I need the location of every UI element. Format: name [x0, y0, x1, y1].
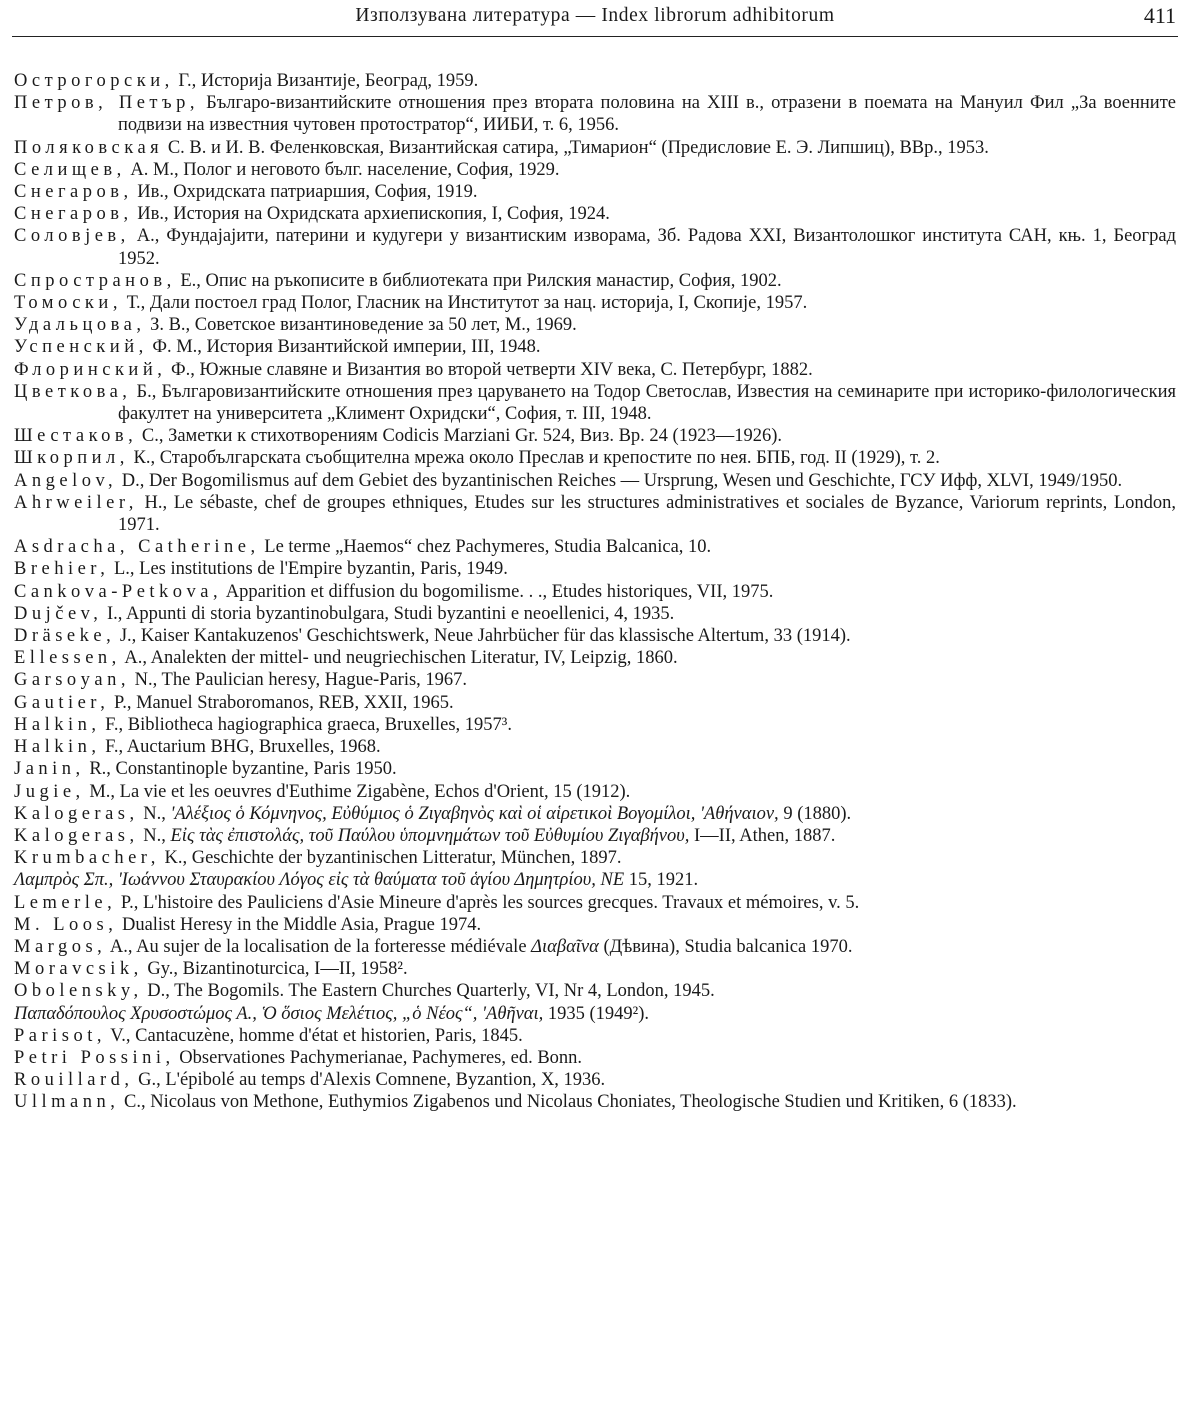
- entry-text: A., Au sujer de la localisation de la forteresse médiévale: [106, 936, 532, 957]
- entry-author: Obolensky,: [14, 981, 143, 1002]
- entry-text: N.,: [138, 825, 171, 846]
- bibliography-entry: [14, 714, 1176, 736]
- entry-text: F., Auctarium BHG, Bruxelles, 1968.: [100, 737, 381, 758]
- entry-author: Снегаров,: [14, 204, 133, 225]
- entry-text: Т., Дали постоел град Полог, Гласник на Институтот за нац. историја, I, Скопије, 1957.: [121, 293, 808, 314]
- entry-text: A., Analekten der mittel- und neugriechischen Literatur, IV, Leipzig, 1860.: [120, 648, 678, 669]
- entry-text: P., Manuel Straboromanos, REB, XXII, 1965.: [109, 692, 454, 713]
- entry-text-tail: 9 (1880).: [778, 803, 852, 824]
- entry-author: Kalogeras,: [14, 825, 139, 846]
- bibliography-entry: [14, 669, 1176, 691]
- entry-author: Janin,: [14, 759, 85, 780]
- running-header: [12, 2, 1178, 37]
- entry-author: Petri Possini,: [14, 1047, 175, 1068]
- entry-author: Asdracha, Catherine,: [14, 537, 260, 558]
- entry-text: А. М., Полог и неговото бълг. население, София, 1929.: [125, 159, 560, 180]
- entry-author: Петров, Петър,: [14, 93, 199, 114]
- entry-author: Цветкова,: [14, 381, 132, 402]
- entry-author: Halkin,: [14, 737, 101, 758]
- entry-author: Ullmann,: [14, 1092, 120, 1113]
- bibliography-entry: [14, 536, 1176, 558]
- entry-text: P., L'histoire des Pauliciens d'Asie Mineure d'après les sources grecques. Travaux et mémoires, v. 5.: [116, 892, 860, 913]
- entry-text: K., Geschichte der byzantinischen Litteratur, München, 1897.: [159, 848, 622, 869]
- entry-author: Соловјев,: [14, 226, 130, 247]
- bibliography-entry: [14, 1091, 1176, 1113]
- entry-author: Шестаков,: [14, 426, 138, 447]
- entry-text: Ив., Охридската патриаршия, София, 1919.: [132, 182, 478, 203]
- entry-text: D., Der Bogomilismus auf dem Gebiet des byzantinischen Reiches — Ursprung, Wesen und Geschichte, ГСУ Ифф, XLVI, 1949/1950.: [117, 470, 1123, 491]
- entry-author: Moravcsik,: [14, 959, 143, 980]
- bibliography-entry: [14, 980, 1176, 1002]
- entry-text: А., Фундајајити, патерини и кудугери у византиским изворама, Зб. Радова XXI, Византолошког института САН, књ. 1, Београд 1952.: [118, 226, 1176, 269]
- bibliography-entry: [14, 492, 1176, 536]
- entry-text: Observationes Pachymerianae, Pachymeres, ed. Bonn.: [174, 1047, 583, 1068]
- entry-text: Б., Българовизантийските отношения през царуването на Тодор Светослав, Известия на семинарите при историко-филологическия факултет на университета „Климент Охридски“, София, т. III, 1948.: [118, 381, 1176, 425]
- bibliography-entry: [14, 558, 1176, 580]
- entry-text: Е., Опис на ръкописите в библиотеката при Рилския манастир, София, 1902.: [175, 270, 782, 291]
- entry-text: G., L'épibolé au temps d'Alexis Comnene, Byzantion, X, 1936.: [133, 1070, 606, 1091]
- bibliography-entry: [14, 470, 1176, 492]
- entry-text-tail: I—II, Athen, 1887.: [689, 825, 836, 846]
- entry-text: F., Bibliotheca hagiographica graeca, Bruxelles, 1957³.: [100, 714, 512, 735]
- bibliography-entry: [14, 825, 1176, 847]
- entry-greek-title: Λαμπρὸς Σπ., 'Ιωάννου Σταυρακίου Λόγος εἰς τὰ θαύματα τοῦ ἁγίου Δημητρίου, ΝΕ: [14, 870, 625, 891]
- entry-text: Българо-византийските отношения през втората половина на XIII в., отразени в поемата на Мануил Фил „За военните подвизи на известния чутовен протостратор“, ИИБИ, т. 6, 1956.: [118, 93, 1176, 136]
- bibliography-entry: [14, 692, 1176, 714]
- bibliography-entry: [14, 336, 1176, 358]
- page-number: 411: [1143, 3, 1176, 28]
- entry-text: J., Kaiser Kantakuzenos' Geschichtswerk, Neue Jahrbücher für das klassische Altertum, 33 (1914).: [115, 626, 851, 647]
- entry-author: Jugie,: [14, 781, 85, 802]
- entry-text: L., Les institutions de l'Empire byzantin, Paris, 1949.: [109, 559, 508, 580]
- entry-text: D., The Bogomils. The Eastern Churches Quarterly, VI, Nr 4, London, 1945.: [142, 981, 715, 1002]
- bibliography-entry: [14, 803, 1176, 825]
- bibliography-entry: [14, 847, 1176, 869]
- bibliography-entry: [14, 1003, 1176, 1025]
- bibliography-entry: [14, 936, 1176, 958]
- entry-text: Ф., Южные славяне и Византия во второй четверти XIV века, С. Петербург, 1882.: [166, 359, 813, 380]
- bibliography-entry: [14, 1069, 1176, 1091]
- bibliography-entry: [14, 647, 1176, 669]
- entry-text: К., Старобългарската съобщителна мрежа около Преслав и крепостите по нея. БПБ, год. II (1929), т. 2.: [128, 448, 940, 469]
- entry-author: Ahrweiler,: [14, 492, 138, 513]
- bibliography-entry: [14, 869, 1176, 891]
- entry-author: Rouillard,: [14, 1070, 134, 1091]
- entry-greek-title: Εἰς τὰς ἐπιστολάς, τοῦ Παύλου ὑπομνημάτων τοῦ Εὐθυμίου Ζιγαβήνου,: [170, 825, 690, 846]
- entry-author: Gautier,: [14, 692, 110, 713]
- entry-text: V., Cantacuzène, homme d'état et historien, Paris, 1845.: [106, 1025, 523, 1046]
- bibliography-entry: [14, 1025, 1176, 1047]
- entry-text: Г., Историја Византије, Београд, 1959.: [173, 71, 479, 91]
- bibliography-entry: [14, 447, 1176, 469]
- entry-author: Ellessen,: [14, 648, 121, 669]
- entry-author: Kalogeras,: [14, 803, 139, 824]
- bibliography-entry: [14, 292, 1176, 314]
- entry-text: N., The Paulician heresy, Hague-Paris, 1967.: [130, 670, 468, 691]
- entry-text: Ив., История на Охридската архиепископия, I, София, 1924.: [132, 204, 610, 225]
- entry-text: С., Заметки к стихотворениям Codicis Marziani Gr. 524, Виз. Вр. 24 (1923—1926).: [137, 426, 782, 447]
- entry-text: Dualist Heresy in the Middle Asia, Prague 1974.: [117, 914, 482, 935]
- bibliography-entry: [14, 781, 1176, 803]
- bibliography-entry: [14, 581, 1176, 603]
- entry-greek-title: Παπαδόπουλος Χρυσοστώμος Α., Ὁ ὅσιος Μελέτιος, „ὁ Νέος“, 'Αθῆναι,: [14, 1003, 544, 1024]
- entry-author: Флоринский,: [14, 359, 167, 380]
- bibliography-entry: [14, 92, 1176, 136]
- bibliography-entry: [14, 203, 1176, 225]
- entry-author: Острогорски,: [14, 71, 174, 91]
- entry-author: Удальцова,: [14, 315, 146, 336]
- entry-text-tail: (Дѣвина), Studia balcanica 1970.: [598, 936, 853, 957]
- entry-author: Lemerle,: [14, 892, 117, 913]
- entry-text: I., Appunti di storia byzantinobulgara, Studi byzantini e neoellenici, 4, 1935.: [102, 603, 675, 624]
- bibliography-entry: [14, 1047, 1176, 1069]
- entry-author: Снегаров,: [14, 182, 133, 203]
- entry-author: Brehier,: [14, 559, 110, 580]
- entry-author: Dujčev,: [14, 603, 103, 624]
- bibliography-entry: [14, 625, 1176, 647]
- bibliography-entry: [14, 758, 1176, 780]
- entry-text-tail: 1935 (1949²).: [543, 1003, 650, 1024]
- entry-text: Ф. М., История Византийской империи, III, 1948.: [147, 337, 541, 358]
- entry-author: Dräseke,: [14, 626, 116, 647]
- entry-author: Селищев,: [14, 159, 126, 180]
- entry-author: Margos,: [14, 936, 107, 957]
- entry-text-tail: 15, 1921.: [624, 870, 699, 891]
- entry-text: R., Constantinople byzantine, Paris 1950.: [84, 759, 397, 780]
- entry-greek-title: 'Αλέξιος ὁ Κόμνηνος, Εὐθύμιος ὁ Ζιγαβηνὸς καὶ οἱ αἱρετικοὶ Βογομίλοι, 'Αθήναιον,: [170, 803, 779, 824]
- entry-text: C., Nicolaus von Methone, Euthymios Zigabenos und Nicolaus Choniates, Theologische Studien und Kritiken, 6 (1833).: [119, 1092, 1017, 1113]
- bibliography-entry: [14, 603, 1176, 625]
- entry-author: M. Loos,: [14, 914, 118, 935]
- entry-author: Angelov,: [14, 470, 118, 491]
- entry-text: N.,: [138, 803, 171, 824]
- bibliography-entry: [14, 892, 1176, 914]
- entry-author: Успенский,: [14, 337, 148, 358]
- bibliography-entry: [14, 359, 1176, 381]
- bibliography-entry: [14, 159, 1176, 181]
- entry-author: Шкорпил,: [14, 448, 129, 469]
- bibliography-entry: [14, 736, 1176, 758]
- entry-author: Halkin,: [14, 714, 101, 735]
- bibliography-entry: [14, 270, 1176, 292]
- entry-author: Спространов,: [14, 270, 176, 291]
- bibliography-entry: [14, 70, 1176, 92]
- entry-author: Томоски,: [14, 293, 122, 314]
- entry-author: Cankova-Petkova,: [14, 581, 223, 602]
- entry-author: Krumbacher,: [14, 848, 160, 869]
- entry-text: З. В., Советское византиноведение за 50 лет, М., 1969.: [145, 315, 577, 336]
- bibliography-list: [14, 70, 1176, 1114]
- header-title: Използувана литература — Index librorum adhibitorum: [355, 5, 835, 26]
- entry-text: Apparition et diffusion du bogomilisme. . ., Etudes historiques, VII, 1975.: [222, 581, 774, 602]
- bibliography-entry: [14, 914, 1176, 936]
- bibliography-entry: [14, 225, 1176, 269]
- entry-text: H., Le sébaste, chef de groupes ethniques, Etudes sur les structures administratives et sociales de Byzance, Variorum reprints, London, 1971.: [118, 492, 1176, 536]
- entry-author: Garsoyan,: [14, 670, 131, 691]
- entry-text: Le terme „Haemos“ chez Pachymeres, Studia Balcanica, 10.: [259, 537, 712, 558]
- entry-greek-title: Διαβαῖνα: [531, 936, 599, 957]
- entry-text: С. В. и И. В. Феленковская, Византийская сатира, „Тимарион“ (Предисловие Е. Э. Липшиц), ВВр., 1953.: [163, 137, 989, 158]
- entry-text: M., La vie et les oeuvres d'Euthime Zigabène, Echos d'Orient, 15 (1912).: [84, 781, 631, 802]
- bibliography-entry: [14, 314, 1176, 336]
- bibliography-entry: [14, 137, 1176, 159]
- bibliography-entry: [14, 181, 1176, 203]
- bibliography-entry: [14, 381, 1176, 425]
- entry-author: Parisot,: [14, 1025, 107, 1046]
- entry-author: Поляковская: [14, 137, 164, 158]
- bibliography-entry: [14, 425, 1176, 447]
- bibliography-entry: [14, 958, 1176, 980]
- entry-text: Gy., Bizantinoturcica, I—II, 1958².: [142, 959, 408, 980]
